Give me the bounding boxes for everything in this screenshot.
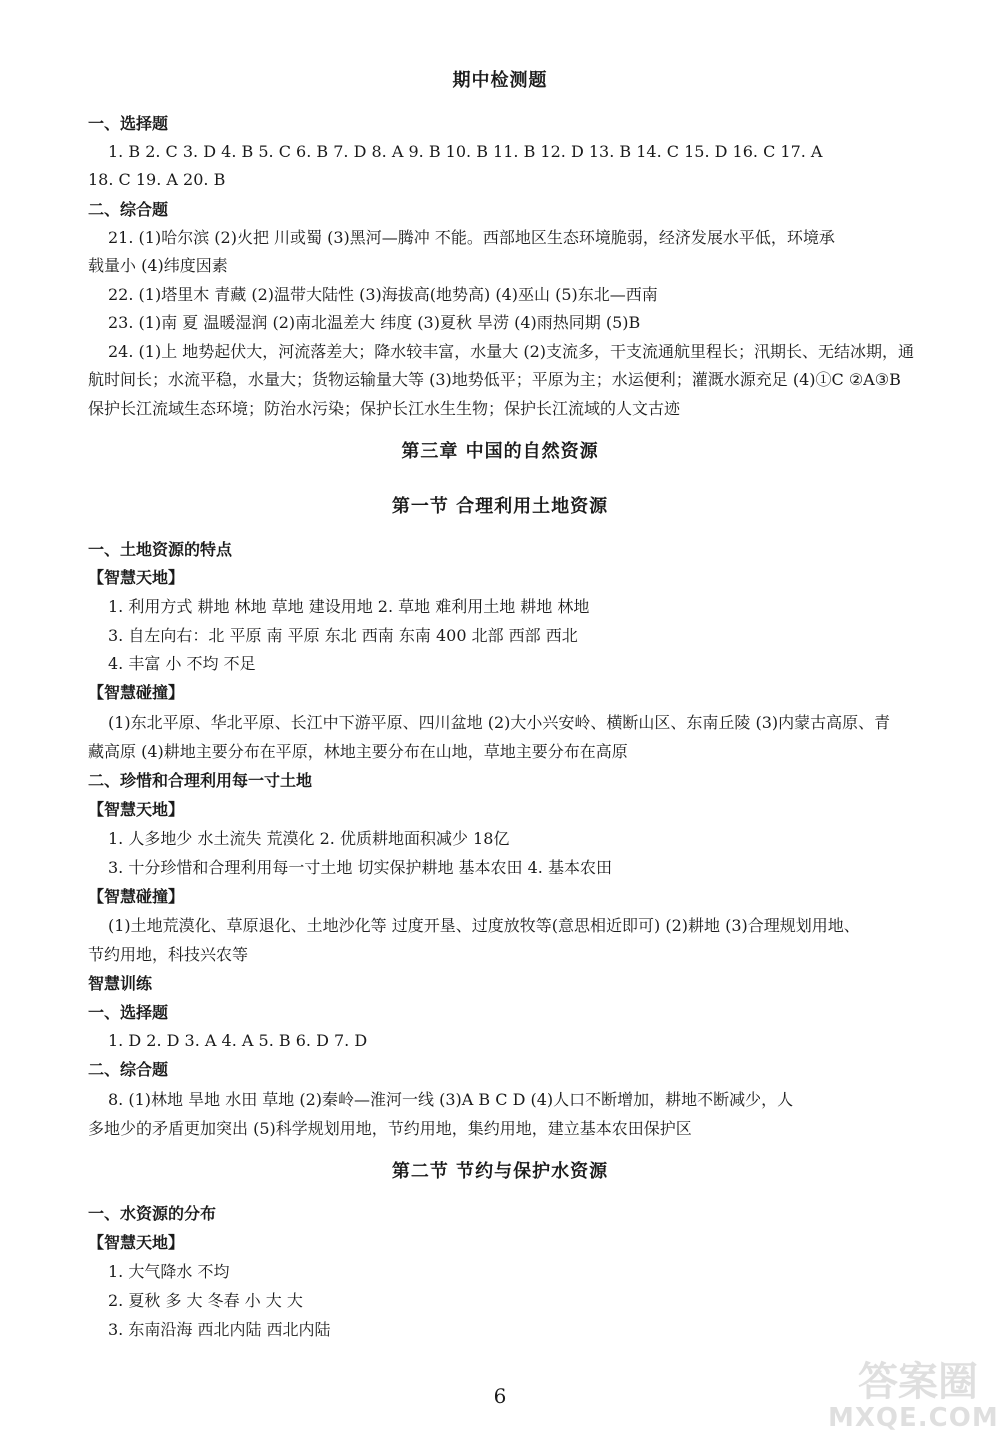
midterm-title: 期中检测题 (452, 70, 548, 91)
page-number: 6 (493, 1384, 507, 1408)
collision-answer-line1: (1)东北平原、华北平原、长江中下游平原、四川盆地 (2)大小兴安岭、横断山区、东南丘陵 (3)内蒙古高原、青 (108, 713, 891, 732)
collision2-answer-line1: (1)土地荒漠化、草原退化、土地沙化等 过度开垦、过度放牧等(意思相近即可) (2)耕地 (3)合理规划用地、 (108, 916, 860, 935)
wisdom-field-label: 【智慧天地】 (88, 568, 185, 587)
q22-answer: 22. (1)塔里木 青藏 (2)温带大陆性 (3)海拔高(地势高) (4)巫山 (5)东北—西南 (108, 285, 658, 304)
watermark-logo (828, 1359, 999, 1440)
training-choice-heading: 一、选择题 (88, 1003, 169, 1022)
wisdom-collision-label: 【智慧碰撞】 (88, 683, 185, 702)
q21-answer-line1: 21. (1)哈尔滨 (2)火把 川或蜀 (3)黑河—腾冲 不能。西部地区生态环境脆弱，经济发展水平低，环境承 (108, 228, 835, 247)
cherish-land-answer-3: 3. 十分珍惜和合理利用每一寸土地 切实保护耕地 基本农田 4. 基本农田 (108, 858, 612, 877)
midterm-choice-answers-line2: 18. C 19. A 20. B (88, 170, 226, 189)
training-heading: 智慧训练 (88, 974, 153, 993)
land-features-answer-4: 4. 丰富 小 不均 不足 (108, 654, 256, 673)
q8-answer-line2: 多地少的矛盾更加突出 (5)科学规划用地，节约用地，集约用地，建立基本农田保护区 (88, 1119, 692, 1138)
water-answer-1: 1. 大气降水 不均 (108, 1262, 230, 1281)
water-answer-3: 3. 东南沿海 西北内陆 西北内陆 (108, 1320, 331, 1339)
q8-answer-line1: 8. (1)林地 旱地 水田 草地 (2)秦岭—淮河一线 (3)A B C D (4)人口不断增加，耕地不断减少，人 (108, 1090, 794, 1109)
cherish-land-heading: 二、珍惜和合理利用每一寸土地 (88, 771, 313, 790)
watermark-top-text: 答案圈 (858, 1359, 978, 1405)
collision2-answer-line2: 节约用地，科技兴农等 (88, 945, 249, 964)
section2-title: 第二节 节约与保护水资源 (391, 1161, 609, 1182)
wisdom-collision-label-2: 【智慧碰撞】 (88, 887, 185, 906)
q24-answer-line3: 保护长江流域生态环境；防治水污染；保护长江水生生物；保护长江流域的人文古迹 (88, 399, 681, 418)
training-comprehensive-heading: 二、综合题 (88, 1060, 169, 1079)
q23-answer: 23. (1)南 夏 温暖湿润 (2)南北温差大 纬度 (3)夏秋 旱涝 (4)雨热同期 (5)B (108, 313, 641, 332)
q24-answer-line2: 航时间长；水流平稳，水量大；货物运输量大等 (3)地势低平；平原为主；水运便利；灌溉水源充足 (4)①C ②A③B (88, 370, 901, 389)
q24-answer-line1: 24. (1)上 地势起伏大，河流落差大；降水较丰富，水量大 (2)支流多，干支流通航里程长；汛期长、无结冰期，通 (108, 342, 915, 361)
land-features-heading: 一、土地资源的特点 (88, 540, 233, 559)
collision-answer-line2: 藏高原 (4)耕地主要分布在平原，林地主要分布在山地，草地主要分布在高原 (88, 742, 628, 761)
land-features-answer-3: 3. 自左向右：北 平原 南 平原 东北 西南 东南 400 北部 西部 西北 (108, 626, 578, 645)
training-choice-answers: 1. D 2. D 3. A 4. A 5. B 6. D 7. D (108, 1031, 368, 1050)
water-distribution-heading: 一、水资源的分布 (88, 1204, 217, 1223)
chapter3-title: 第三章 中国的自然资源 (401, 441, 599, 462)
cherish-land-answer-1: 1. 人多地少 水土流失 荒漠化 2. 优质耕地面积减少 18亿 (108, 829, 510, 848)
land-features-answer-1: 1. 利用方式 耕地 林地 草地 建设用地 2. 草地 难利用土地 耕地 林地 (108, 597, 590, 616)
watermark-site-text: MXQE.COM (828, 1403, 999, 1433)
wisdom-field-label-2: 【智慧天地】 (88, 800, 185, 819)
midterm-comprehensive-heading: 二、综合题 (88, 200, 169, 219)
water-answer-2: 2. 夏秋 多 大 冬春 小 大 大 (108, 1291, 303, 1310)
section1-title: 第一节 合理利用土地资源 (391, 496, 609, 517)
midterm-choice-heading: 一、选择题 (88, 114, 169, 133)
midterm-choice-answers-line1: 1. B 2. C 3. D 4. B 5. C 6. B 7. D 8. A 9. B 10. B 11. B 12. D 13. B 14. C 15. D 16. C 17. A (108, 142, 823, 161)
wisdom-field-label-3: 【智慧天地】 (88, 1233, 185, 1252)
q21-answer-line2: 载量小 (4)纬度因素 (88, 256, 228, 275)
